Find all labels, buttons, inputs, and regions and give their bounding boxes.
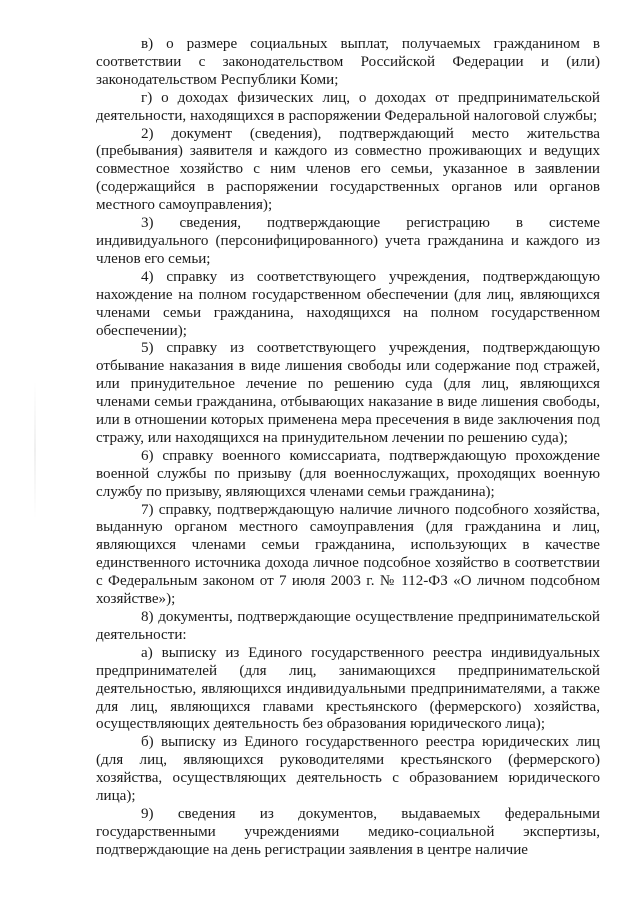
paragraph-item-8-business: 8) документы, подтверждающие осуществление предпринимательской деятельности: xyxy=(96,609,600,643)
paragraph-item-3-registration: 3) сведения, подтверждающие регистрацию в системе индивидуального (персонифицированного) учета гражданина и каждого из членов его семьи; xyxy=(96,215,600,267)
paragraph-item-8b-legal-entities-register: б) выписку из Единого государственного реестра юридических лиц (для лиц, являющихся руководителями крестьянского (фермерского) хозяйства, осуществляющих деятельность с образованием юридического лица); xyxy=(96,734,600,805)
paragraph-social-payments: в) о размере социальных выплат, получаемых гражданином в соответствии с законодательством Российской Федерации и (или) законодательством Республики Коми; xyxy=(96,36,600,88)
paragraph-item-9-medical-expertise: 9) сведения из документов, выдаваемых федеральными государственными учреждениями медико-социальной экспертизы, подтверждающие на день регистрации заявления в центре наличие xyxy=(96,805,600,858)
paragraph-item-6-military-service: 6) справку военного комиссариата, подтверждающую прохождение военной службы по призыву (для военнослужащих, проходящих военную службу по призыву, являющихся членами семьи гражданина); xyxy=(96,447,600,500)
paragraph-item-2-residence: 2) документ (сведения), подтверждающий место жительства (пребывания) заявителя и каждого из совместно проживающих и ведущих совместное хозяйство с ним членов его семьи, указанное в заявлении (содержащийся в распоряжении государственных органов или органов местного самоуправления); xyxy=(96,125,600,214)
paragraph-item-8a-entrepreneurs-register: а) выписку из Единого государственного реестра индивидуальных предпринимателей (для лиц, занимающихся предпринимательской деятельностью, являющихся индивидуальными предпринимателями, а также для лиц, являющихся главами крестьянского (фермерского) хозяйства, осуществляющих деятельность без образования юридического лица); xyxy=(96,644,600,733)
document-body xyxy=(96,36,600,860)
paragraph-income-tax-service: г) о доходах физических лиц, о доходах от предпринимательской деятельности, находящихся в распоряжении Федеральной налоговой службы; xyxy=(96,89,600,124)
paragraph-item-7-household-plot: 7) справку, подтверждающую наличие личного подсобного хозяйства, выданную органом местного самоуправления (для гражданина и лиц, являющихся членами семьи гражданина, использующих в качестве единственного источника дохода личное подсобное хозяйство в соответствии с Федеральным законом от 7 июля 2003 г. № 112-ФЗ «О личном подсобном хозяйстве»); xyxy=(96,501,600,608)
scan-edge-shadow xyxy=(34,380,36,520)
paragraph-item-5-imprisonment: 5) справку из соответствующего учреждения, подтверждающую отбывание наказания в виде лишения свободы или содержание под стражей, или принудительное лечение по решению суда (для лиц, являющихся членами семьи гражданина, отбывающих наказание в виде лишения свободы, или в отношении которых применена мера пресечения в виде заключения под стражу, или находящихся на принудительном лечении по решению суда); xyxy=(96,340,600,446)
paragraph-item-4-state-support: 4) справку из соответствующего учреждения, подтверждающую нахождение на полном государственном обеспечении (для лиц, являющихся членами семьи гражданина, находящихся на полном государственном обеспечении); xyxy=(96,268,600,339)
